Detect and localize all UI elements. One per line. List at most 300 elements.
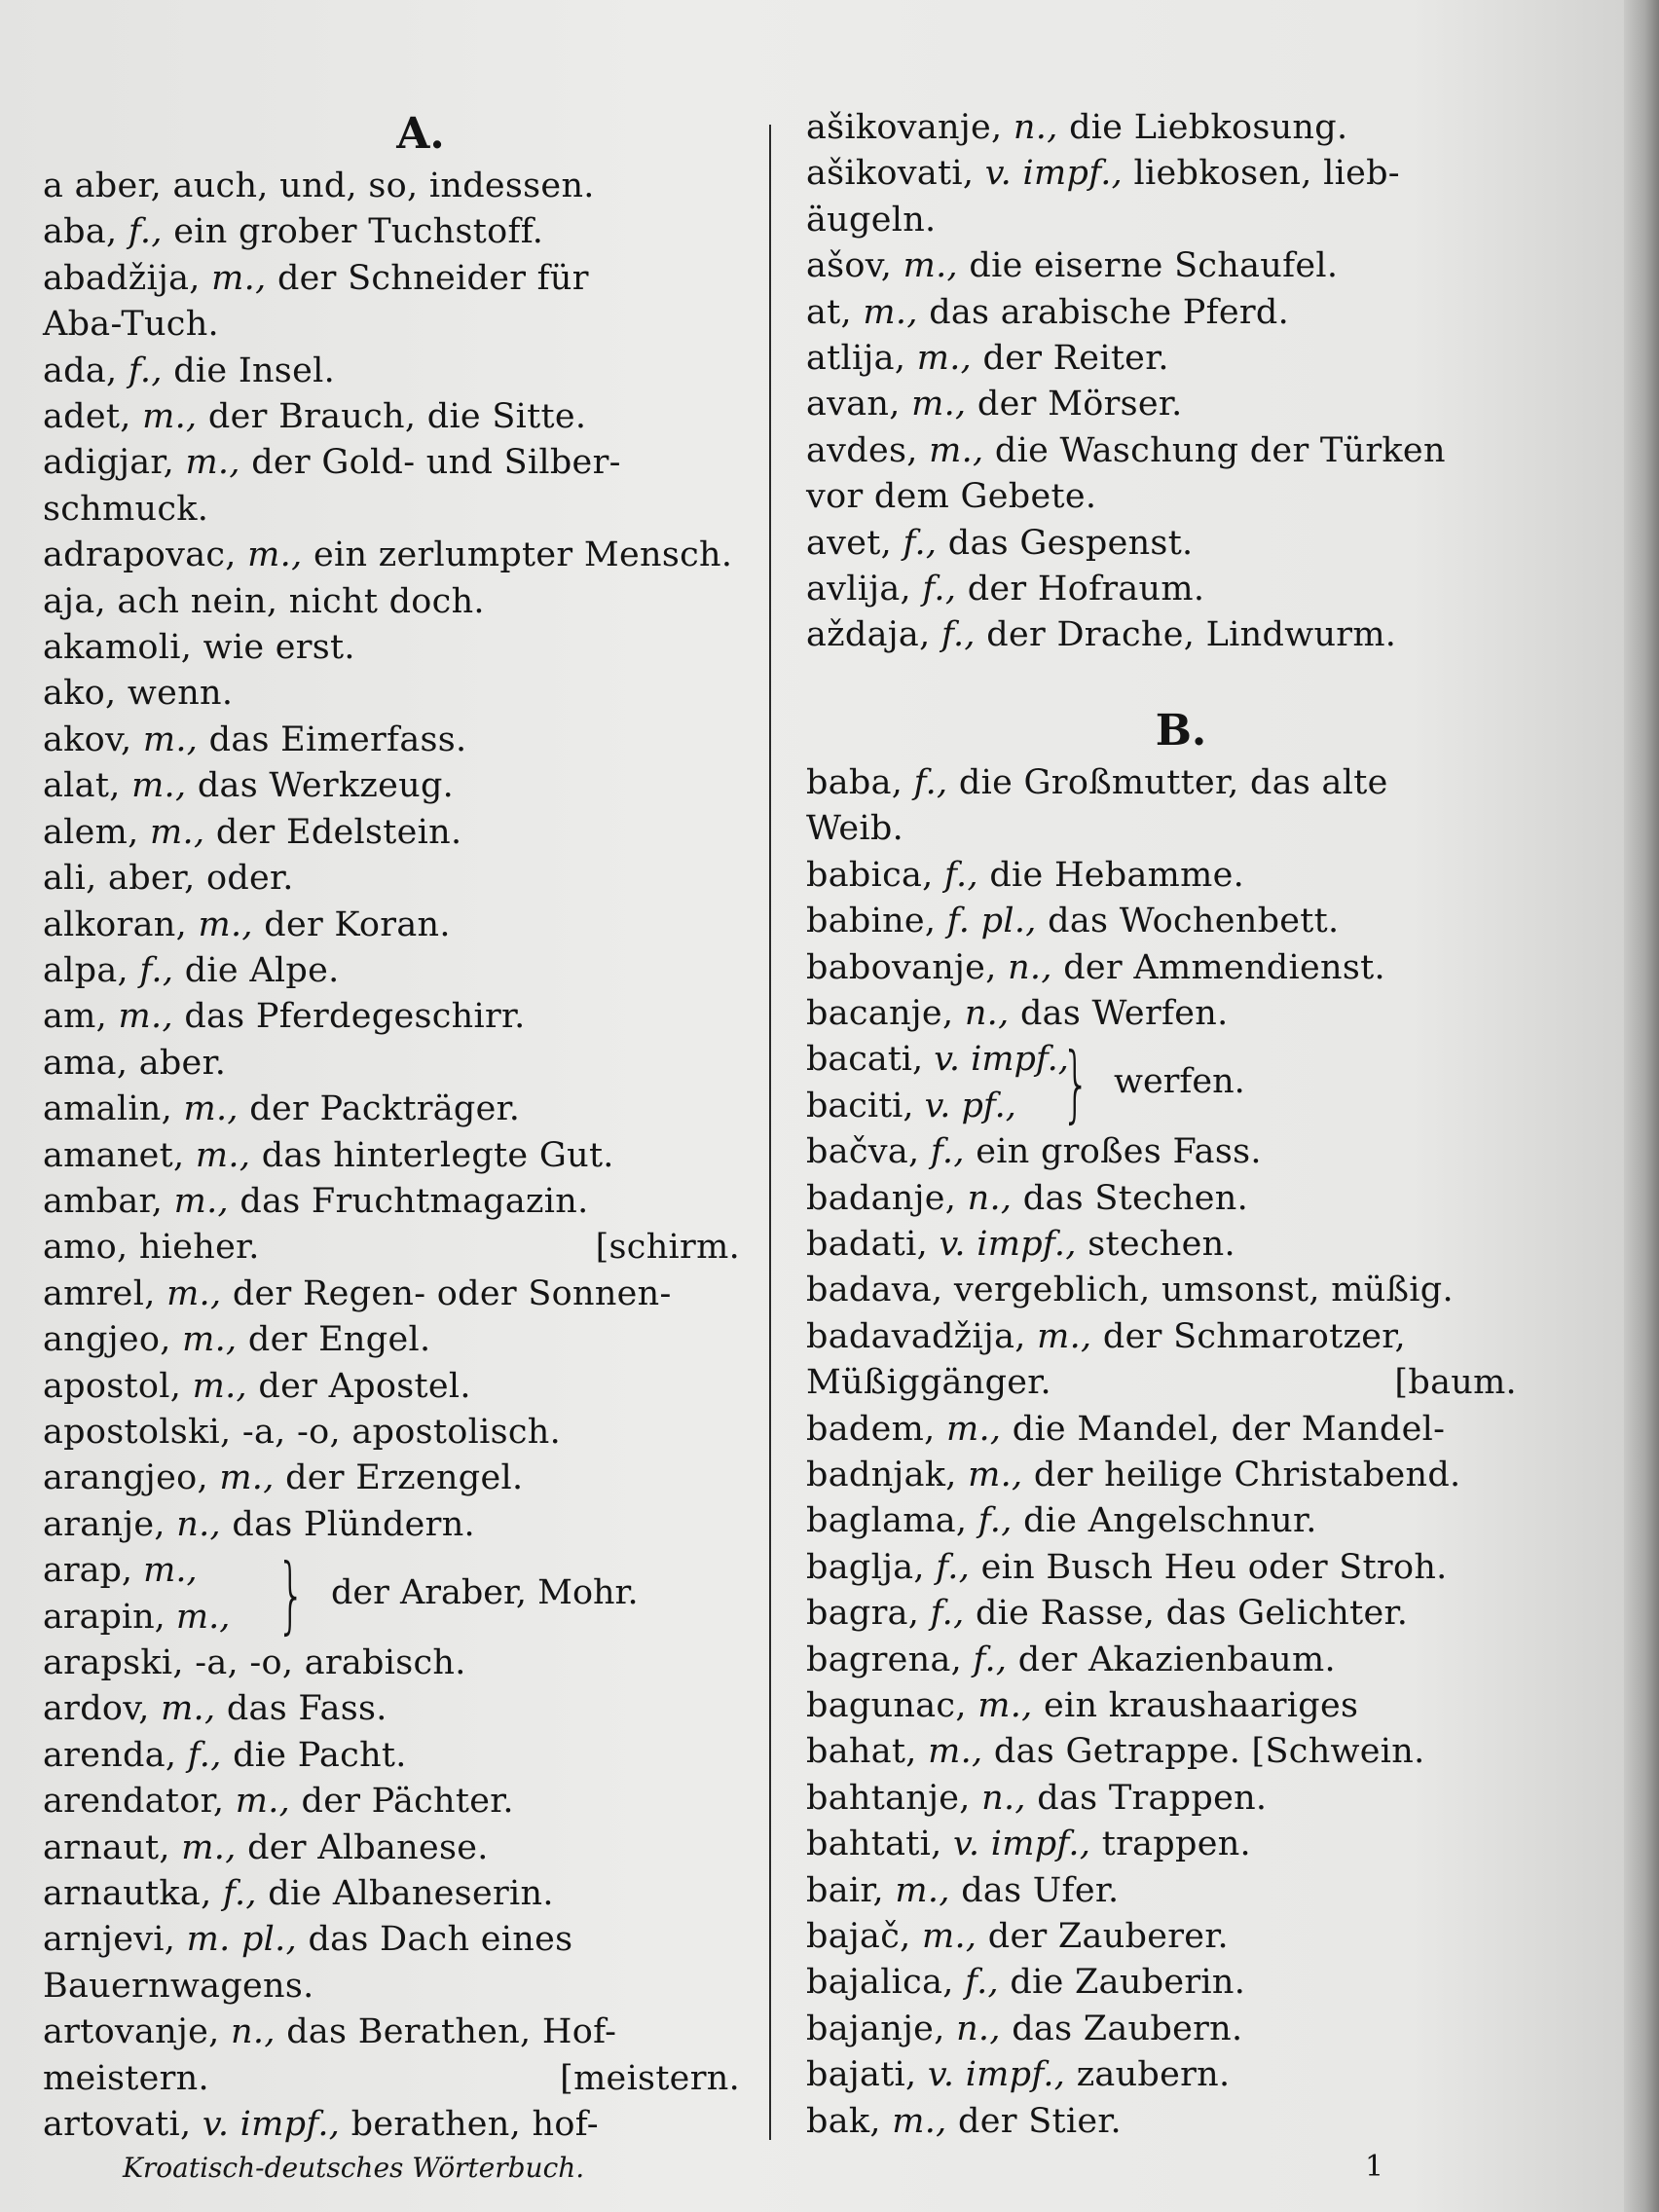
entry-headword: alem, — [43, 812, 139, 852]
entry-headword: akov, — [43, 719, 132, 759]
entry-headword: adigjar, — [43, 443, 174, 483]
entry-grammar: n., — [1008, 947, 1052, 987]
entry-overflow-fragment: [schirm. — [595, 1228, 740, 1268]
entry-definition: der Zauberer. — [987, 1917, 1229, 1957]
entry-headword: avdes, — [806, 430, 918, 470]
dictionary-entry — [43, 1733, 740, 1779]
dictionary-entry — [43, 718, 740, 763]
dictionary-entry — [806, 336, 1517, 382]
entry-continuation-text: Bauernwagens. — [43, 1966, 314, 2006]
entry-grammar: m., — [911, 385, 967, 424]
entry-grammar: m., — [185, 443, 240, 483]
entry-grammar: n., — [231, 2012, 276, 2052]
entry-grammar: f., — [965, 1963, 999, 2003]
dictionary-entry — [43, 1041, 740, 1087]
entry-grammar: f., — [973, 1640, 1008, 1679]
entry-headword: artovati, — [43, 2105, 192, 2145]
entry-headword: ada, — [43, 350, 118, 390]
entry-definition: liebkosen, lieb- — [1133, 154, 1400, 194]
entry-continuation-text: Müßiggänger. — [806, 1363, 1051, 1403]
entry-headword: ambar, — [43, 1181, 164, 1221]
entry-grammar: f., — [944, 855, 978, 895]
entry-definition: -a, -o, arabisch. — [195, 1643, 466, 1682]
entry-headword: bačva, — [806, 1132, 920, 1172]
entry-grammar: f., — [977, 1501, 1013, 1541]
dictionary-entry — [43, 1087, 740, 1132]
entry-grammar: m., — [895, 1870, 950, 1910]
brace-entry-line: bacati, v. impf., — [806, 1040, 1069, 1080]
entry-definition: hieher. — [138, 1228, 260, 1268]
letter-heading-a: A. — [396, 109, 445, 159]
dictionary-entry — [806, 1729, 1517, 1775]
entry-definition: der Schneider für — [276, 258, 589, 298]
entry-definition: der Erzengel. — [285, 1458, 524, 1498]
brace-entry-line: baciti, v. pf., — [806, 1086, 1016, 1125]
entry-definition: der Edelstein. — [215, 812, 462, 852]
entry-headword: artovanje, — [43, 2012, 220, 2052]
dictionary-entry — [43, 1317, 740, 1363]
dictionary-entry — [43, 1502, 740, 1548]
entry-definition: die Rasse, das Gelichter. — [975, 1594, 1409, 1634]
dictionary-entry — [806, 1314, 1517, 1407]
right-column — [806, 105, 1517, 2145]
entry-headword: arnaut, — [43, 1827, 170, 1867]
entry-grammar: m., — [916, 339, 973, 379]
entry-headword: bagrena, — [806, 1640, 963, 1679]
entry-overflow-fragment: [meistern. — [560, 2058, 740, 2098]
dictionary-entry — [43, 394, 740, 440]
entry-headword: at, — [806, 292, 852, 332]
entry-definition: die Angelschnur. — [1023, 1501, 1317, 1541]
entry-grammar: n., — [956, 2009, 1001, 2048]
entry-headword: ali, — [43, 859, 97, 899]
dictionary-entry — [806, 1914, 1517, 1960]
entry-definition: die eiserne Schaufel. — [969, 246, 1339, 286]
curly-brace-icon: } — [276, 1546, 307, 1644]
entry-continuation — [43, 1964, 740, 2009]
entry-continuation-text: äugeln. — [806, 200, 937, 240]
entry-grammar: m., — [142, 397, 198, 437]
entry-grammar: m., — [892, 2101, 947, 2141]
entry-headword: bahat, — [806, 1732, 917, 1772]
entry-definition: der Albanese. — [247, 1827, 489, 1867]
entry-headword: alkoran, — [43, 904, 188, 944]
entry-headword: alpa, — [43, 950, 129, 990]
entry-continuation-text: Weib. — [806, 809, 904, 849]
dictionary-entry — [43, 1179, 740, 1225]
entry-grammar: f., — [128, 212, 163, 252]
entry-grammar: f., — [940, 615, 976, 655]
entry-grammar: v. impf., — [927, 2055, 1066, 2095]
dictionary-entry — [43, 994, 740, 1040]
dictionary-entry — [43, 625, 740, 671]
entry-definition: aber, oder. — [108, 859, 294, 899]
dictionary-entry — [43, 856, 740, 902]
dictionary-entry — [806, 991, 1517, 1037]
entry-grammar: v. impf., — [202, 2105, 341, 2145]
dictionary-entry — [806, 760, 1517, 853]
dictionary-entry — [43, 1225, 740, 1271]
dictionary-entry — [43, 810, 740, 856]
entry-headword: adet, — [43, 397, 131, 437]
entry-definition: der Gold- und Silber- — [251, 443, 621, 483]
entry-grammar: m., — [182, 1320, 238, 1360]
entry-continuation-text: Aba-Tuch. — [43, 305, 219, 345]
dictionary-entry — [806, 1683, 1517, 1729]
entry-headword: badava, — [806, 1271, 943, 1310]
dictionary-entry — [43, 1686, 740, 1732]
entry-grammar: m., — [118, 997, 173, 1037]
entry-list — [43, 1641, 740, 2148]
entry-definition: das hinterlegte Gut. — [261, 1135, 614, 1175]
entry-headword: badnjak, — [806, 1455, 957, 1494]
entry-definition: die Insel. — [173, 350, 336, 390]
dictionary-entry — [806, 1545, 1517, 1591]
entry-grammar: m., — [921, 1917, 977, 1957]
entry-grammar: f., — [222, 1874, 257, 1914]
dictionary-entry — [43, 671, 740, 717]
entry-headword: baglja, — [806, 1547, 925, 1587]
entry-grammar: m., — [142, 719, 199, 759]
entry-definition: die Albaneserin. — [268, 1874, 554, 1914]
dictionary-entry — [806, 1868, 1517, 1914]
entry-grammar: m., — [903, 246, 958, 286]
entry-definition: ein grober Tuchstoff. — [173, 212, 544, 252]
brace-definition: werfen. — [1114, 1062, 1245, 1102]
entry-definition: der Mörser. — [977, 385, 1183, 424]
entry-grammar: f., — [187, 1735, 222, 1775]
entry-headword: ako, — [43, 674, 117, 714]
entry-headword: bahtati, — [806, 1825, 942, 1864]
entry-continuation — [806, 806, 1517, 852]
entry-definition: das Ufer. — [961, 1870, 1120, 1910]
entry-grammar: m., — [173, 1181, 229, 1221]
entry-headword: alat, — [43, 766, 121, 806]
dictionary-entry — [43, 349, 740, 394]
entry-list — [806, 760, 1517, 1037]
entry-headword: avan, — [806, 385, 901, 424]
entry-grammar: f., — [930, 1132, 965, 1172]
entry-grammar: m., — [166, 1273, 222, 1313]
entry-grammar: m., — [247, 535, 303, 575]
entry-definition: der Koran. — [264, 904, 451, 944]
entry-definition: der Hofraum. — [967, 570, 1205, 609]
entry-definition: der Engel. — [247, 1320, 431, 1360]
dictionary-entry — [806, 1591, 1517, 1637]
entry-grammar: m. pl., — [186, 1920, 298, 1960]
entry-definition: der Reiter. — [982, 339, 1169, 379]
entry-definition: der Stier. — [958, 2101, 1122, 2141]
dictionary-entry — [43, 903, 740, 948]
page-edge — [1624, 0, 1659, 2212]
entry-definition: -a, -o, apostolisch. — [241, 1412, 562, 1452]
entry-definition: das Getrappe. [Schwein. — [993, 1732, 1425, 1772]
entry-headword: aždaja, — [806, 615, 931, 655]
entry-grammar: m., — [211, 258, 267, 298]
entry-headword: badati, — [806, 1224, 929, 1264]
entry-headword: ašikovati, — [806, 154, 975, 194]
column-divider — [769, 125, 771, 2140]
brace-entry-group — [806, 1035, 1517, 1133]
entry-definition: ach nein, nicht doch. — [117, 581, 485, 621]
entry-definition: berathen, hof- — [350, 2105, 599, 2145]
entry-definition: ein Busch Heu oder Stroh. — [980, 1547, 1448, 1587]
dictionary-entry — [806, 2052, 1517, 2098]
entry-list — [806, 1129, 1517, 2145]
entry-headword: bair, — [806, 1870, 884, 1910]
letter-heading-b: B. — [1155, 705, 1207, 756]
entry-grammar: m., — [219, 1458, 275, 1498]
dictionary-entry — [43, 1825, 740, 1871]
entry-grammar: n., — [176, 1504, 221, 1544]
dictionary-entry — [806, 243, 1517, 289]
entry-definition: der Regen- oder Sonnen- — [232, 1273, 672, 1313]
dictionary-entry — [43, 763, 740, 809]
dictionary-entry — [43, 1871, 740, 1917]
dictionary-entry — [806, 1129, 1517, 1175]
dictionary-entry — [806, 1498, 1517, 1544]
dictionary-entry — [43, 209, 740, 255]
entry-headword: bahtanje, — [806, 1778, 971, 1818]
entry-definition: zaubern. — [1076, 2055, 1231, 2095]
dictionary-entry — [806, 2099, 1517, 2145]
dictionary-entry — [806, 2007, 1517, 2052]
dictionary-entry — [43, 1917, 740, 2009]
dictionary-entry — [43, 440, 740, 533]
entry-grammar: n., — [981, 1778, 1026, 1818]
entry-definition: das Fass. — [226, 1689, 387, 1729]
entry-continuation — [806, 474, 1517, 520]
dictionary-entry — [806, 105, 1517, 151]
dictionary-entry — [806, 1222, 1517, 1268]
dictionary-entry — [43, 1456, 740, 1501]
entry-grammar: m., — [929, 430, 984, 470]
entry-headword: amrel, — [43, 1273, 156, 1313]
entry-grammar: m., — [945, 1409, 1002, 1449]
entry-headword: bajanje, — [806, 2009, 945, 2048]
entry-headword: babine, — [806, 902, 937, 941]
entry-definition: die Waschung der Türken — [994, 430, 1446, 470]
entry-grammar: m., — [195, 1135, 251, 1175]
entry-headword: arnjevi, — [43, 1920, 176, 1960]
dictionary-entry — [806, 1960, 1517, 2006]
dictionary-entry — [43, 1410, 740, 1456]
dictionary-entry — [806, 1638, 1517, 1683]
entry-grammar: f., — [930, 1594, 965, 1634]
entry-definition: der heilige Christabend. — [1033, 1455, 1461, 1494]
entry-grammar: m., — [192, 1366, 247, 1406]
entry-grammar: n., — [964, 993, 1010, 1033]
entry-definition: die Pacht. — [233, 1735, 407, 1775]
entry-overflow-fragment: [baum. — [1394, 1363, 1517, 1403]
dictionary-entry — [806, 899, 1517, 944]
entry-headword: avlija, — [806, 570, 911, 609]
entry-grammar: f., — [922, 570, 957, 609]
left-column — [43, 105, 740, 2148]
entry-grammar: m., — [863, 292, 918, 332]
entry-definition: ein großes Fass. — [976, 1132, 1262, 1172]
entry-headword: bak, — [806, 2101, 881, 2141]
dictionary-entry — [43, 1641, 740, 1686]
dictionary-entry — [806, 1407, 1517, 1453]
entry-headword: babica, — [806, 855, 934, 895]
brace-entry-group — [43, 1546, 740, 1644]
entry-headword: aba, — [43, 212, 118, 252]
entry-headword: badem, — [806, 1409, 936, 1449]
entry-grammar: f., — [936, 1547, 971, 1587]
dictionary-entry — [43, 2009, 740, 2102]
entry-grammar: m., — [150, 812, 205, 852]
entry-definition: wie erst. — [203, 628, 355, 668]
dictionary-entry — [43, 1779, 740, 1825]
entry-definition: das Gespenst. — [947, 523, 1194, 563]
entry-continuation — [43, 2056, 740, 2102]
entry-headword: arapski, — [43, 1643, 184, 1682]
entry-headword: aja, — [43, 581, 106, 621]
entry-headword: bajati, — [806, 2055, 917, 2095]
entry-headword: baglama, — [806, 1501, 968, 1541]
entry-definition: trappen. — [1101, 1825, 1251, 1864]
entry-definition: ein zerlumpter Mensch. — [313, 535, 733, 575]
brace-definition: der Araber, Mohr. — [331, 1573, 639, 1613]
entry-definition: der Brauch, die Sitte. — [207, 397, 587, 437]
entry-grammar: m., — [235, 1782, 291, 1822]
entry-headword: baba, — [806, 762, 903, 802]
dictionary-entry — [43, 948, 740, 994]
entry-grammar: v. impf., — [939, 1224, 1077, 1264]
dictionary-entry — [43, 1364, 740, 1410]
dictionary-entry — [806, 1776, 1517, 1822]
dictionary-entry — [43, 533, 740, 578]
entry-headword: bajalica, — [806, 1963, 954, 2003]
entry-continuation — [43, 302, 740, 348]
entry-grammar: m., — [968, 1455, 1023, 1494]
dictionary-entry — [806, 428, 1517, 521]
dictionary-entry — [806, 853, 1517, 899]
entry-definition: ein kraushaariges — [1043, 1686, 1359, 1725]
entry-headword: amanet, — [43, 1135, 185, 1175]
entry-definition: das Trappen. — [1037, 1778, 1268, 1818]
entry-continuation — [806, 198, 1517, 243]
dictionary-entry — [806, 382, 1517, 427]
entry-headword: akamoli, — [43, 628, 193, 668]
entry-grammar: m., — [181, 1827, 237, 1867]
entry-definition: das Zaubern. — [1012, 2009, 1243, 2048]
entry-definition: das Berathen, Hof- — [286, 2012, 617, 2052]
entry-grammar: f., — [913, 762, 948, 802]
entry-headword: bacanje, — [806, 993, 954, 1033]
entry-definition: das Dach eines — [308, 1920, 573, 1960]
dictionary-entry — [806, 521, 1517, 567]
entry-headword: amo, — [43, 1228, 129, 1268]
entry-headword: arenda, — [43, 1735, 177, 1775]
entry-definition: die Alpe. — [184, 950, 340, 990]
entry-definition: das Fruchtmagazin. — [240, 1181, 589, 1221]
entry-definition: das Pferdegeschirr. — [184, 997, 526, 1037]
entry-headword: angjeo, — [43, 1320, 171, 1360]
entry-definition: die Liebkosung. — [1069, 108, 1348, 147]
brace-entry-line: arapin, m., — [43, 1597, 231, 1637]
entry-grammar: f., — [903, 523, 938, 563]
entry-grammar: m., — [183, 1089, 239, 1129]
entry-grammar: f. pl., — [946, 902, 1037, 941]
dictionary-entry — [43, 1272, 740, 1317]
entry-headword: ama, — [43, 1043, 129, 1083]
entry-definition: die Mandel, der Mandel- — [1012, 1409, 1446, 1449]
dictionary-entry — [43, 579, 740, 625]
entry-grammar: m., — [161, 1689, 216, 1729]
entry-definition: vergeblich, umsonst, müßig. — [953, 1271, 1454, 1310]
entry-definition: stechen. — [1088, 1224, 1235, 1264]
entry-definition: der Akazienbaum. — [1017, 1640, 1336, 1679]
curly-brace-icon: } — [1061, 1035, 1091, 1133]
entry-headword: ašov, — [806, 246, 893, 286]
entry-headword: ašikovanje, — [806, 108, 1003, 147]
entry-grammar: f., — [139, 950, 174, 990]
entry-continuation — [43, 487, 740, 533]
brace-entry-line: arap, m., — [43, 1551, 198, 1591]
entry-definition: die Hebamme. — [989, 855, 1245, 895]
entry-grammar: n., — [1013, 108, 1058, 147]
entry-continuation-text: vor dem Gebete. — [806, 477, 1097, 517]
entry-list — [43, 164, 740, 1548]
entry-headword: apostolski, — [43, 1412, 232, 1452]
entry-grammar: m., — [131, 766, 187, 806]
entry-definition: der Ammendienst. — [1063, 947, 1385, 987]
entry-definition: das Werkzeug. — [197, 766, 455, 806]
entry-headword: badavadžija, — [806, 1316, 1026, 1356]
entry-headword: avet, — [806, 523, 893, 563]
entry-headword: atlija, — [806, 339, 906, 379]
entry-headword: ardov, — [43, 1689, 150, 1729]
entry-headword: a — [43, 166, 64, 205]
entry-definition: die Großmutter, das alte — [958, 762, 1388, 802]
entry-grammar: v. impf., — [952, 1825, 1091, 1864]
entry-continuation — [806, 1360, 1517, 1406]
entry-headword: amalin, — [43, 1089, 173, 1129]
dictionary-entry — [43, 256, 740, 349]
entry-list — [806, 105, 1517, 659]
entry-headword: bagunac, — [806, 1686, 967, 1725]
entry-headword: abadžija, — [43, 258, 201, 298]
entry-headword: apostol, — [43, 1366, 182, 1406]
dictionary-entry — [806, 945, 1517, 991]
dictionary-entry — [806, 1822, 1517, 1867]
entry-definition: der Pächter. — [301, 1782, 514, 1822]
entry-headword: arnautka, — [43, 1874, 212, 1914]
entry-headword: arangjeo, — [43, 1458, 208, 1498]
entry-continuation-text: schmuck. — [43, 489, 209, 529]
dictionary-entry — [43, 1133, 740, 1179]
entry-definition: wenn. — [127, 674, 234, 714]
dictionary-entry — [806, 1453, 1517, 1498]
entry-grammar: v. impf., — [984, 154, 1124, 194]
running-footer-title: Kroatisch-deutsches Wörterbuch. — [123, 2152, 585, 2184]
dictionary-entry — [43, 2102, 740, 2148]
entry-grammar: m., — [928, 1732, 983, 1772]
entry-definition: das Plündern. — [232, 1504, 475, 1544]
dictionary-entry — [806, 567, 1517, 612]
entry-grammar: m., — [1037, 1316, 1092, 1356]
entry-headword: adrapovac, — [43, 535, 237, 575]
entry-headword: aranje, — [43, 1504, 166, 1544]
entry-definition: aber. — [138, 1043, 227, 1083]
entry-definition: das Werfen. — [1019, 993, 1229, 1033]
dictionary-entry — [806, 1176, 1517, 1222]
entry-definition: der Drache, Lindwurm. — [986, 615, 1397, 655]
entry-grammar: f., — [128, 350, 163, 390]
entry-grammar: m., — [977, 1686, 1033, 1725]
